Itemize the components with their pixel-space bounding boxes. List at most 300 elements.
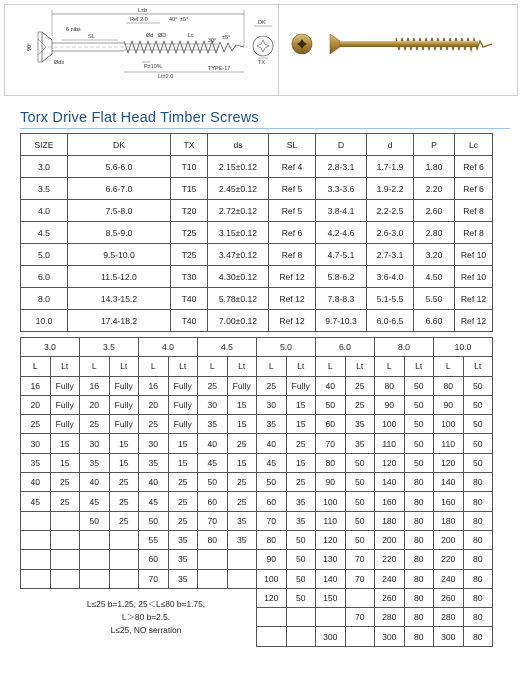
spec-cell: 5.78±0.12	[208, 288, 269, 310]
spec-cell: Ref 10	[455, 266, 493, 288]
length-cell: 30	[21, 434, 51, 453]
spec-cell: 3.3-3.6	[316, 178, 367, 200]
length-cell: 35	[168, 530, 198, 549]
spec-cell: 7.5-8.0	[68, 200, 171, 222]
length-cell: 40	[198, 434, 228, 453]
spec-row	[21, 288, 493, 310]
length-cell: 25	[345, 376, 375, 395]
spec-table-body	[21, 156, 493, 332]
length-cell: 30	[80, 434, 110, 453]
length-cell: 50	[286, 569, 316, 588]
length-cell: 80	[463, 550, 493, 569]
spec-row	[21, 178, 493, 200]
length-cell: 70	[345, 550, 375, 569]
length-size-header: 5.0	[257, 338, 316, 357]
length-cell: 260	[434, 588, 464, 607]
spec-cell: 14.3-15.2	[68, 288, 171, 310]
svg-text:Lt±2.0: Lt±2.0	[158, 74, 174, 80]
length-cell: 160	[434, 492, 464, 511]
length-cell: 180	[375, 511, 405, 530]
spec-cell: 2.60	[414, 200, 455, 222]
spec-header-dk: DK	[68, 134, 171, 156]
length-cell: 70	[345, 569, 375, 588]
spec-header-ds: ds	[208, 134, 269, 156]
length-cell: 35	[286, 492, 316, 511]
length-sub-header-lt: Lt	[345, 357, 375, 376]
length-cell: 35	[21, 453, 51, 472]
length-cell: 160	[375, 492, 405, 511]
spec-cell: 4.2-4.6	[316, 222, 367, 244]
length-sub-header-l: L	[257, 357, 287, 376]
length-cell: Fully	[50, 376, 80, 395]
length-cell: 30	[198, 395, 228, 414]
length-cell	[227, 569, 257, 588]
spec-cell: Ref 12	[455, 288, 493, 310]
length-cell: 70	[198, 511, 228, 530]
length-cell: 80	[404, 627, 434, 646]
spec-cell: Ref 6	[269, 222, 316, 244]
length-cell	[21, 530, 51, 549]
length-cell: 15	[50, 434, 80, 453]
length-cell	[21, 569, 51, 588]
length-sub-header-lt: Lt	[168, 357, 198, 376]
length-cell: 50	[463, 395, 493, 414]
spec-cell: 5.8-6.2	[316, 266, 367, 288]
page-title: Torx Drive Flat Head Timber Screws	[20, 110, 259, 126]
svg-text:ØD: ØD	[158, 33, 167, 39]
length-cell	[21, 550, 51, 569]
length-cell: 35	[345, 415, 375, 434]
length-cell: 25	[168, 511, 198, 530]
spec-cell: 7.00±0.12	[208, 310, 269, 332]
spec-cell: 3.0	[21, 156, 68, 178]
spec-cell: 2.45±0.12	[208, 178, 269, 200]
spec-cell: 2.15±0.12	[208, 156, 269, 178]
length-cell: 80	[404, 608, 434, 627]
length-cell: 80	[404, 492, 434, 511]
length-cell: 80	[404, 550, 434, 569]
note-line: L≤25 b=1.25; 25＜L≤80 b=1.75;	[86, 599, 206, 609]
length-size-header-row	[21, 338, 493, 357]
length-cell: 60	[198, 492, 228, 511]
length-cell: 25	[345, 395, 375, 414]
length-cell: 50	[286, 530, 316, 549]
spec-cell: 9.7-10.3	[316, 310, 367, 332]
length-cell	[345, 627, 375, 646]
spec-cell: 6.0	[21, 266, 68, 288]
length-cell: 25	[227, 473, 257, 492]
spec-cell: 7.8-8.3	[316, 288, 367, 310]
spec-row	[21, 310, 493, 332]
length-sub-header-l: L	[198, 357, 228, 376]
length-cell: 100	[434, 415, 464, 434]
spec-cell: 4.30±0.12	[208, 266, 269, 288]
spec-header-size: SIZE	[21, 134, 68, 156]
spec-cell: 2.7-3.1	[367, 244, 414, 266]
svg-text:6 nibs: 6 nibs	[66, 27, 81, 33]
length-cell: 35	[168, 550, 198, 569]
length-cell	[198, 550, 228, 569]
length-cell: 100	[375, 415, 405, 434]
length-cell: 15	[286, 415, 316, 434]
length-cell: 240	[375, 569, 405, 588]
length-cell	[80, 530, 110, 549]
length-cell	[50, 550, 80, 569]
length-cell: 140	[316, 569, 346, 588]
length-row	[21, 395, 493, 414]
length-cell: 80	[463, 492, 493, 511]
length-cell	[227, 550, 257, 569]
length-cell: 45	[257, 453, 287, 472]
length-row	[21, 376, 493, 395]
spec-cell: 3.15±0.12	[208, 222, 269, 244]
length-sub-header-l: L	[80, 357, 110, 376]
spec-cell: 4.50	[414, 266, 455, 288]
length-cell: 45	[80, 492, 110, 511]
length-cell: 25	[109, 473, 139, 492]
length-cell: 80	[463, 627, 493, 646]
spec-cell: 10.0	[21, 310, 68, 332]
length-cell: 35	[227, 511, 257, 530]
length-cell: 50	[404, 453, 434, 472]
length-cell: 45	[139, 492, 169, 511]
spec-cell: Ref 12	[455, 310, 493, 332]
length-cell: 35	[286, 511, 316, 530]
spec-cell: 6.0-6.5	[367, 310, 414, 332]
length-cell: 20	[80, 395, 110, 414]
length-cell: 30	[139, 434, 169, 453]
svg-text:TYPE-17: TYPE-17	[208, 66, 231, 72]
spec-cell: T40	[171, 288, 208, 310]
length-cell	[109, 569, 139, 588]
svg-text:±5°: ±5°	[222, 35, 231, 41]
length-cell	[109, 550, 139, 569]
spec-cell: 9.5-10.0	[68, 244, 171, 266]
length-cell: 25	[139, 415, 169, 434]
spec-header-row	[21, 134, 493, 156]
length-sub-header-l: L	[139, 357, 169, 376]
length-cell: 50	[463, 434, 493, 453]
length-cell: 16	[139, 376, 169, 395]
length-cell: 15	[168, 453, 198, 472]
length-cell	[109, 530, 139, 549]
length-cell: 80	[463, 588, 493, 607]
spec-header-d-minor: d	[367, 134, 414, 156]
length-size-header: 8.0	[375, 338, 434, 357]
length-cell	[198, 569, 228, 588]
spec-cell: 2.80	[414, 222, 455, 244]
length-cell: Fully	[109, 376, 139, 395]
spec-row	[21, 266, 493, 288]
length-sub-header-lt: Lt	[463, 357, 493, 376]
length-cell	[286, 627, 316, 646]
spec-table	[20, 133, 493, 332]
spec-cell: Ref 5	[269, 178, 316, 200]
length-cell: 80	[463, 511, 493, 530]
length-row	[21, 511, 493, 530]
svg-text:Ref 2.0: Ref 2.0	[130, 17, 148, 23]
length-sub-header-l: L	[316, 357, 346, 376]
spec-cell: 6.60	[414, 310, 455, 332]
svg-text:30°: 30°	[208, 38, 217, 44]
length-cell	[50, 530, 80, 549]
thread-notes	[20, 598, 272, 637]
spec-cell: 5.50	[414, 288, 455, 310]
length-cell: 220	[375, 550, 405, 569]
length-cell: Fully	[168, 395, 198, 414]
svg-text:Øds: Øds	[54, 60, 65, 66]
length-cell: 25	[50, 492, 80, 511]
spec-cell: T20	[171, 200, 208, 222]
spec-cell: 2.8-3.1	[316, 156, 367, 178]
length-cell: 300	[375, 627, 405, 646]
length-cell: 15	[286, 453, 316, 472]
length-sub-header-l: L	[21, 357, 51, 376]
spec-cell: 4.7-5.1	[316, 244, 367, 266]
spec-cell: Ref 8	[455, 222, 493, 244]
svg-text:90°: 90°	[27, 42, 33, 51]
length-cell: 80	[316, 453, 346, 472]
length-cell: 80	[375, 376, 405, 395]
length-cell: 120	[434, 453, 464, 472]
length-cell: 100	[257, 569, 287, 588]
spec-cell: Ref 12	[269, 288, 316, 310]
length-cell: 80	[463, 608, 493, 627]
svg-text:Lc: Lc	[188, 33, 194, 39]
length-cell: 60	[139, 550, 169, 569]
length-cell: Fully	[50, 415, 80, 434]
length-cell: 25	[109, 511, 139, 530]
length-cell: 80	[463, 530, 493, 549]
spec-cell: 2.72±0.12	[208, 200, 269, 222]
length-row	[21, 569, 493, 588]
length-cell: 50	[404, 395, 434, 414]
length-size-header: 6.0	[316, 338, 375, 357]
length-cell	[80, 550, 110, 569]
spec-row	[21, 200, 493, 222]
length-cell: 50	[345, 530, 375, 549]
length-cell: 80	[404, 511, 434, 530]
length-cell: 50	[286, 588, 316, 607]
length-cell: 80	[463, 473, 493, 492]
length-cell: 280	[434, 608, 464, 627]
spec-cell: Ref 10	[455, 244, 493, 266]
length-cell: 80	[463, 569, 493, 588]
spec-header-p: P	[414, 134, 455, 156]
spec-cell: Ref 4	[269, 156, 316, 178]
length-cell: 55	[139, 530, 169, 549]
length-cell: 25	[50, 473, 80, 492]
length-cell: 110	[316, 511, 346, 530]
spec-header-d-major: D	[316, 134, 367, 156]
length-cell: 16	[80, 376, 110, 395]
spec-cell: 1.9-2.2	[367, 178, 414, 200]
length-row	[21, 550, 493, 569]
length-cell: 15	[227, 395, 257, 414]
length-sub-header-lt: Lt	[50, 357, 80, 376]
length-cell	[316, 608, 346, 627]
length-cell: 80	[257, 530, 287, 549]
length-sub-header-lt: Lt	[227, 357, 257, 376]
length-cell: 80	[404, 588, 434, 607]
length-cell: 15	[50, 453, 80, 472]
spec-cell: T30	[171, 266, 208, 288]
length-cell: 180	[434, 511, 464, 530]
length-sub-header-lt: Lt	[404, 357, 434, 376]
length-cell: 150	[316, 588, 346, 607]
length-cell: 120	[257, 588, 287, 607]
length-row	[21, 434, 493, 453]
spec-cell: T25	[171, 244, 208, 266]
spec-cell: 3.20	[414, 244, 455, 266]
note-line: L≤25, NO serration	[110, 625, 182, 635]
length-cell: 25	[257, 376, 287, 395]
spec-cell: 11.5-12.0	[68, 266, 171, 288]
length-size-header: 4.0	[139, 338, 198, 357]
length-cell: 70	[139, 569, 169, 588]
spec-cell: 1.80	[414, 156, 455, 178]
length-cell: 120	[316, 530, 346, 549]
length-row	[21, 415, 493, 434]
length-cell: 50	[404, 434, 434, 453]
length-cell: 130	[316, 550, 346, 569]
length-cell: 35	[198, 415, 228, 434]
length-cell: 140	[375, 473, 405, 492]
length-sub-header-row	[21, 357, 493, 376]
length-cell: 16	[21, 376, 51, 395]
length-cell: 35	[80, 453, 110, 472]
length-cell: 140	[434, 473, 464, 492]
length-cell: 110	[434, 434, 464, 453]
length-cell: 50	[404, 415, 434, 434]
length-size-header: 4.5	[198, 338, 257, 357]
length-cell: 15	[286, 395, 316, 414]
spec-cell: Ref 12	[269, 266, 316, 288]
length-cell	[50, 569, 80, 588]
spec-cell: 8.5-9.0	[68, 222, 171, 244]
spec-cell: T15	[171, 178, 208, 200]
spec-cell: 2.2-2.5	[367, 200, 414, 222]
spec-cell: 4.5	[21, 222, 68, 244]
length-row	[21, 473, 493, 492]
length-cell: 45	[21, 492, 51, 511]
spec-cell: 3.47±0.12	[208, 244, 269, 266]
length-cell: Fully	[50, 395, 80, 414]
spec-header-tx: TX	[171, 134, 208, 156]
svg-text:40°: 40°	[169, 17, 178, 23]
length-cell: Fully	[286, 376, 316, 395]
length-cell: 25	[21, 415, 51, 434]
length-cell: 40	[139, 473, 169, 492]
length-sub-header-l: L	[434, 357, 464, 376]
length-cell	[286, 608, 316, 627]
spec-cell: 1.7-1.9	[367, 156, 414, 178]
svg-text:DK: DK	[258, 20, 266, 26]
spec-cell: Ref 5	[269, 200, 316, 222]
length-cell: 50	[80, 511, 110, 530]
length-cell: 20	[21, 395, 51, 414]
svg-text:P±10%: P±10%	[144, 64, 162, 70]
length-cell: 50	[463, 453, 493, 472]
length-cell: 30	[257, 395, 287, 414]
length-cell: 15	[227, 415, 257, 434]
spec-cell: T40	[171, 310, 208, 332]
length-cell: 20	[139, 395, 169, 414]
length-cell: 45	[198, 453, 228, 472]
length-cell: 80	[404, 530, 434, 549]
length-cell: 50	[463, 376, 493, 395]
length-cell: 50	[345, 511, 375, 530]
spec-cell: 5.6-6.0	[68, 156, 171, 178]
length-cell: 90	[434, 395, 464, 414]
spec-cell: 2.6-3.0	[367, 222, 414, 244]
length-cell: 35	[345, 434, 375, 453]
note-line: L＞80 b=2.5.	[121, 612, 171, 622]
length-cell: 70	[316, 434, 346, 453]
length-cell: 25	[198, 376, 228, 395]
svg-text:SL: SL	[88, 34, 95, 40]
length-cell: 240	[434, 569, 464, 588]
screw-technical-drawing	[8, 6, 274, 92]
length-row	[21, 453, 493, 472]
length-cell: 300	[434, 627, 464, 646]
spec-cell: 3.8-4.1	[316, 200, 367, 222]
spec-cell: 3.5	[21, 178, 68, 200]
length-cell: 50	[257, 473, 287, 492]
length-cell: 280	[375, 608, 405, 627]
spec-cell: 3.6-4.0	[367, 266, 414, 288]
length-cell: 15	[227, 453, 257, 472]
length-cell: 35	[139, 453, 169, 472]
length-cell: 50	[463, 415, 493, 434]
length-cell: 35	[257, 415, 287, 434]
length-cell: 25	[227, 492, 257, 511]
length-cell: 220	[434, 550, 464, 569]
length-cell: 80	[434, 376, 464, 395]
length-cell: Fully	[168, 415, 198, 434]
length-sub-header-l: L	[375, 357, 405, 376]
length-cell: 25	[109, 492, 139, 511]
length-cell: 50	[345, 473, 375, 492]
length-row	[21, 530, 493, 549]
length-cell: 80	[404, 473, 434, 492]
length-cell: 100	[316, 492, 346, 511]
title-underline	[20, 128, 510, 129]
length-cell	[80, 569, 110, 588]
length-cell: 25	[168, 492, 198, 511]
length-size-header: 10.0	[434, 338, 493, 357]
length-cell: 15	[168, 434, 198, 453]
length-sub-header-lt: Lt	[109, 357, 139, 376]
length-cell	[21, 511, 51, 530]
spec-cell: 5.1-5.5	[367, 288, 414, 310]
spec-row	[21, 244, 493, 266]
length-cell: Fully	[109, 415, 139, 434]
length-cell: 70	[257, 511, 287, 530]
spec-cell: 6.6-7.0	[68, 178, 171, 200]
length-cell: 80	[198, 530, 228, 549]
length-cell: 90	[375, 395, 405, 414]
length-cell: 25	[168, 473, 198, 492]
spec-cell: Ref 6	[455, 156, 493, 178]
spec-cell: 17.4-18.2	[68, 310, 171, 332]
length-cell: 35	[227, 530, 257, 549]
length-cell: Fully	[109, 395, 139, 414]
length-cell: 35	[168, 569, 198, 588]
length-cell: 40	[316, 376, 346, 395]
svg-text:TX: TX	[258, 60, 266, 66]
spec-row	[21, 222, 493, 244]
